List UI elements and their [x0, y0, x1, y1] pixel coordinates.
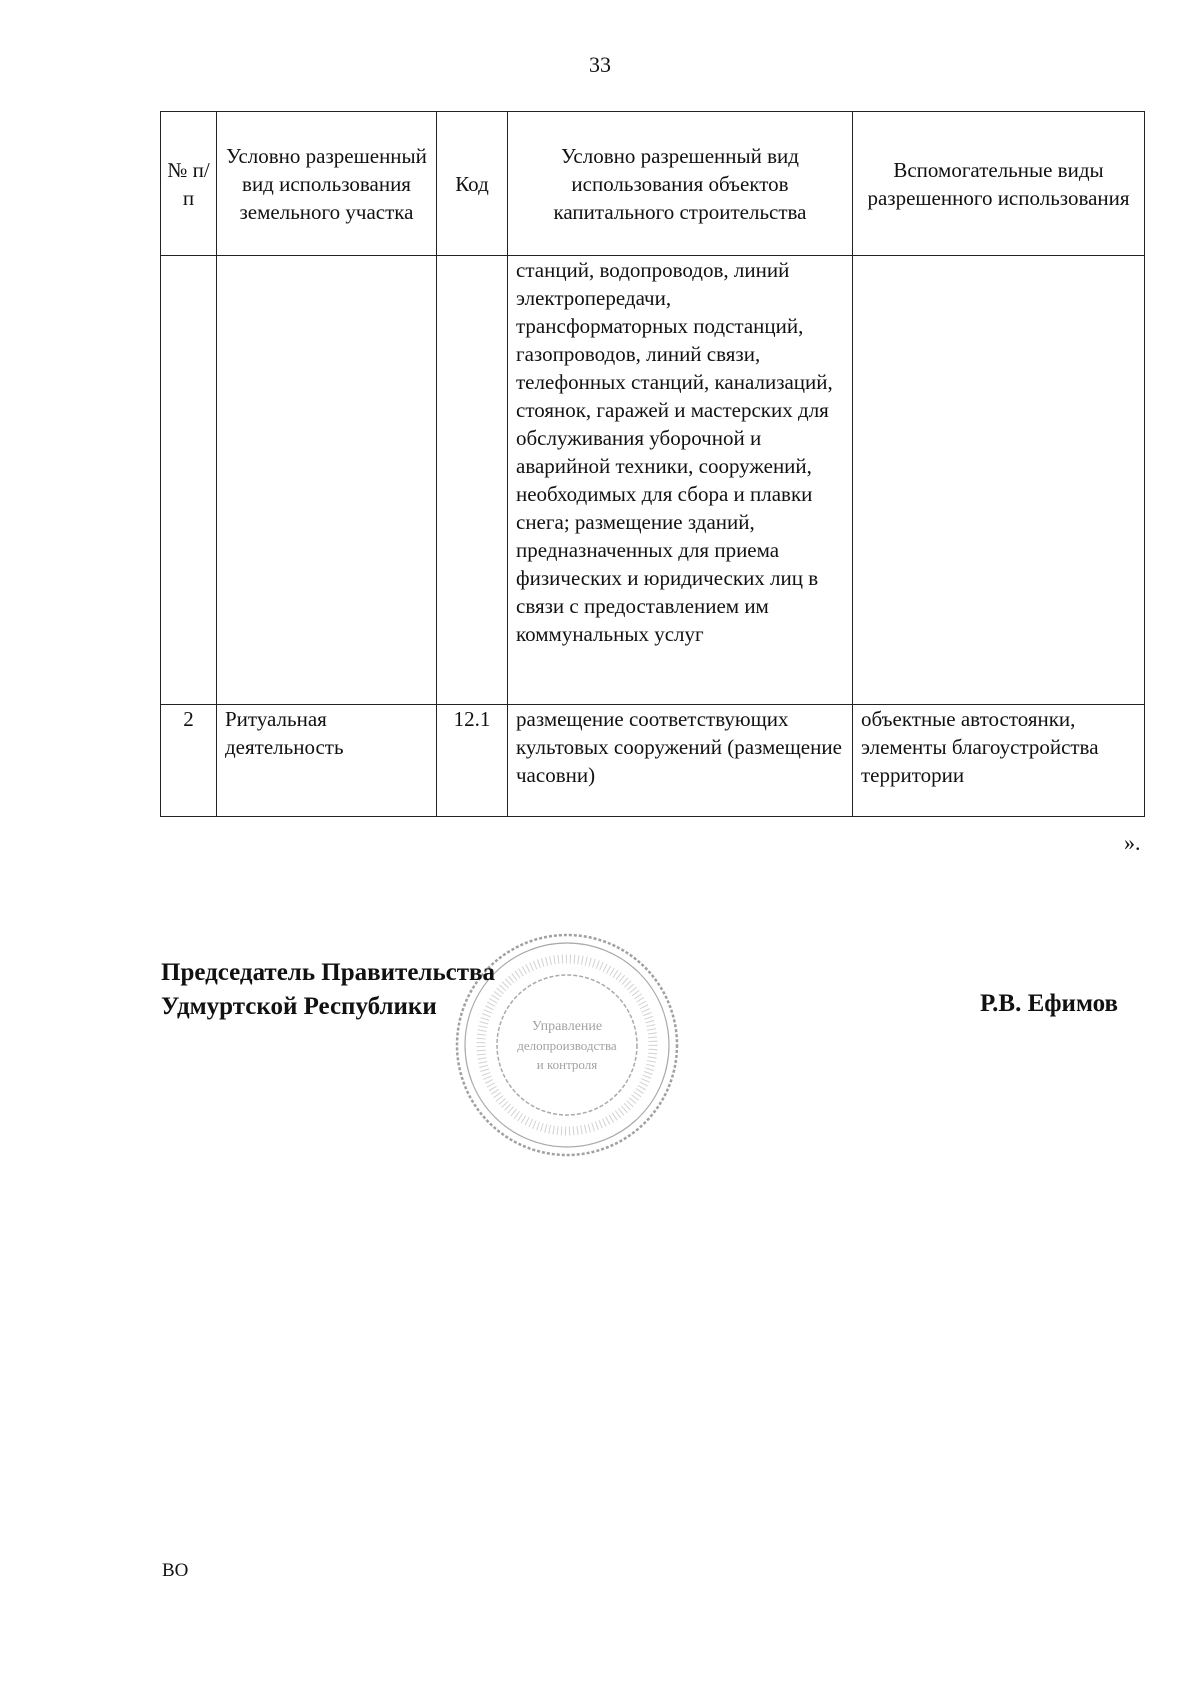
signer-title: [161, 956, 495, 1024]
signer-title-line-1: Председатель Правительства: [161, 959, 496, 986]
header-land-use: Условно разрешенный вид использования земельного участка: [217, 112, 437, 256]
cell-capital-use: размещение соответствующих культовых сооружений (размещение часовни): [508, 705, 853, 817]
cell-auxiliary-use: [853, 256, 1145, 705]
header-code: Код: [437, 112, 508, 256]
cell-capital-use: [508, 256, 853, 705]
page-number: 33: [589, 52, 611, 77]
cell-number: [161, 256, 217, 705]
cell-auxiliary-use: объектные автостоянки, элементы благоустройства территории: [853, 705, 1145, 817]
header-number: № п/п: [161, 112, 217, 256]
cell-code: [437, 256, 508, 705]
footer-code: ВО: [162, 1560, 189, 1581]
header-capital-use: Условно разрешенный вид использования объектов капитального строительства: [508, 112, 853, 256]
table-header-row: [161, 112, 1145, 256]
seal-line-2: делопроизводства: [517, 1038, 617, 1053]
table-row: [161, 705, 1145, 817]
table-row-continuation: [161, 256, 1145, 705]
closing-quote: ».: [1124, 830, 1141, 855]
header-auxiliary-use: Вспомогательные виды разрешенного использования: [853, 112, 1145, 256]
signer-title-line-2: Удмуртской Республики: [161, 993, 437, 1020]
seal-line-1: Управление: [531, 1019, 603, 1034]
cell-capital-use-text: станций, водопроводов, линий электропередачи, трансформаторных подстанций, газопроводов, линий связи, телефонных станций, канализаций, стоянок, гаражей и мастерских для обслуживания уборочной и аварийной техники, сооружений, необходимых для сбора и плавки снега; размещение зданий, предназначенных для приема физических и юридических лиц в связи с предоставлением им коммунальных услуг: [516, 258, 833, 646]
seal-line-3: и контроля: [536, 1057, 598, 1072]
cell-number: 2: [161, 705, 217, 817]
cell-land-use: Ритуальная деятельность: [217, 705, 437, 817]
cell-land-use: [217, 256, 437, 705]
land-use-table: [160, 111, 1145, 817]
signer-name: Р.В. Ефимов: [980, 990, 1119, 1017]
cell-code: 12.1: [437, 705, 508, 817]
